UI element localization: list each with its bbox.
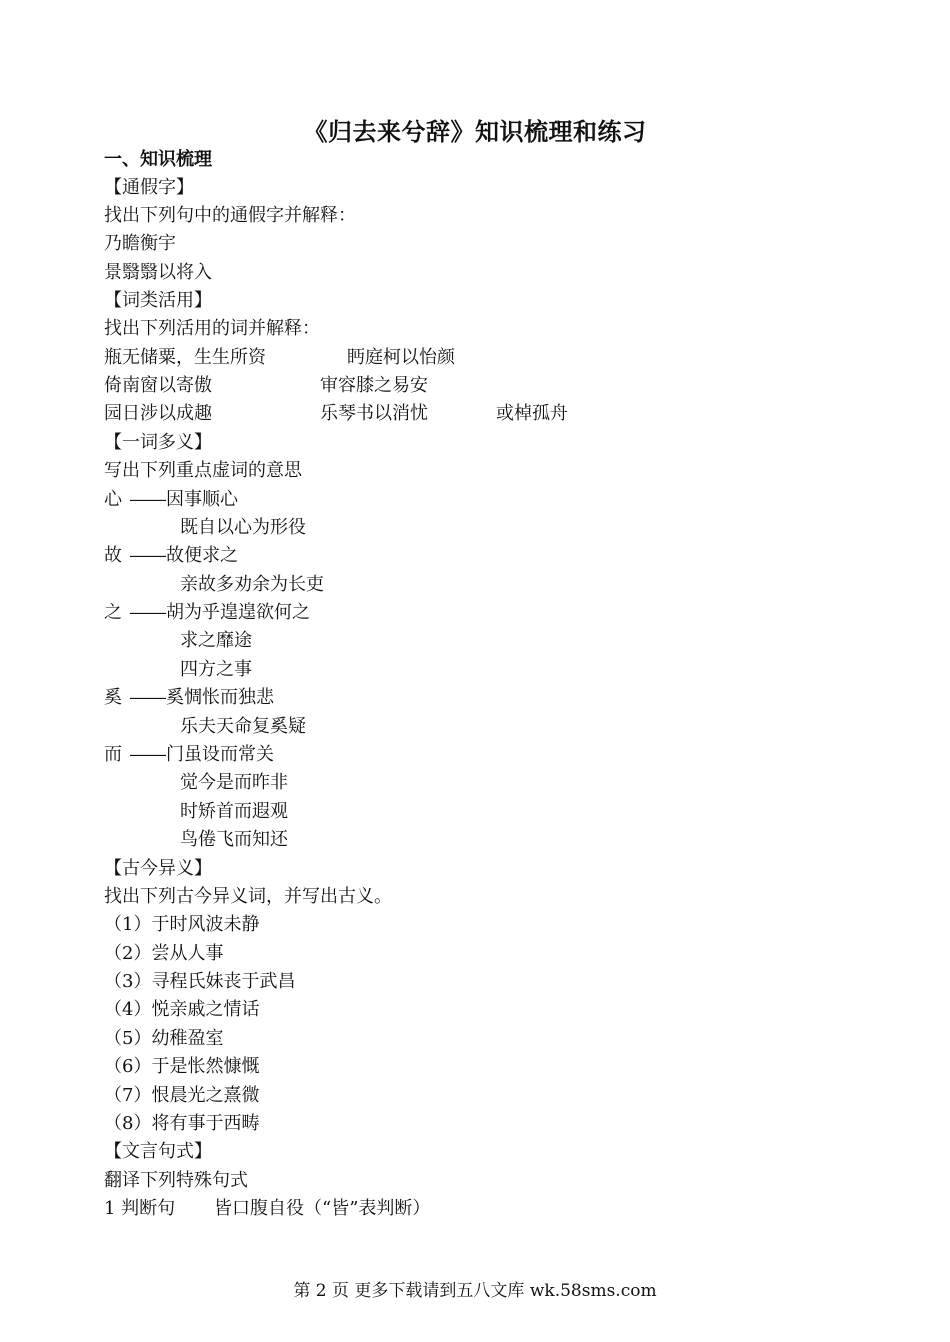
- yiduo-header: 【一词多义】: [104, 432, 212, 453]
- cilei-row: [104, 372, 804, 400]
- cilei-header: 【词类活用】: [104, 290, 212, 311]
- cilei-cell: 或棹孤舟: [496, 403, 568, 424]
- yiduo-item: 四方之事: [180, 659, 252, 680]
- yiduo-item: ――胡为乎遑遑欲何之: [130, 602, 310, 623]
- gujin-item: （6）于是怅然慷慨: [104, 1056, 260, 1077]
- yiduo-item: 觉今是而昨非: [180, 772, 288, 793]
- cilei-cell: 园日涉以成趣: [104, 403, 212, 424]
- gujin-item: （5）幼稚盈室: [104, 1028, 224, 1049]
- tongjia-item: 景翳翳以将入: [104, 262, 212, 283]
- cilei-row: [104, 400, 804, 428]
- gujin-item: （4）悦亲戚之情话: [104, 999, 260, 1020]
- yiduo-item: ――故便求之: [130, 545, 238, 566]
- cilei-row: [104, 344, 804, 372]
- yiduo-item: 求之靡途: [180, 630, 252, 651]
- gujin-item: （1）于时风波未静: [104, 914, 260, 935]
- yiduo-item: 鸟倦飞而知还: [180, 829, 288, 850]
- cilei-cell: 乐琴书以消忧: [320, 403, 428, 424]
- yiduo-item: 既自以心为形役: [180, 517, 306, 538]
- cilei-cell: 瓶无储粟，生生所资: [104, 347, 266, 368]
- section-heading: 一、知识梳理: [104, 149, 212, 170]
- wenyan-header: 【文言句式】: [104, 1141, 212, 1162]
- yiduo-word: 而: [104, 744, 122, 765]
- yiduo-word: 奚: [104, 687, 122, 708]
- yiduo-item: ――奚惆怅而独悲: [130, 687, 274, 708]
- page-title: 《归去来兮辞》知识梳理和练习: [303, 117, 647, 146]
- gujin-header: 【古今异义】: [104, 858, 212, 879]
- yiduo-item: ――因事顺心: [130, 489, 238, 510]
- wenyan-item-text: 皆口腹自役（“皆”表判断）: [214, 1198, 431, 1219]
- wenyan-instruction: 翻译下列特殊句式: [104, 1170, 248, 1191]
- cilei-cell: 倚南窗以寄傲: [104, 375, 212, 396]
- gujin-item: （7）恨晨光之熹微: [104, 1085, 260, 1106]
- page-footer: 第 2 页 更多下载请到五八文库 wk.58sms.com: [293, 1281, 657, 1301]
- yiduo-word: 之: [104, 602, 122, 623]
- yiduo-word: 故: [104, 545, 122, 566]
- yiduo-item: 乐夫天命复奚疑: [180, 716, 306, 737]
- yiduo-item: 时矫首而遐观: [180, 801, 288, 822]
- gujin-instruction: 找出下列古今异义词，并写出古义。: [104, 886, 392, 907]
- wenyan-item-label: 1 判断句: [104, 1198, 176, 1219]
- tongjia-instruction: 找出下列句中的通假字并解释：: [104, 205, 356, 226]
- gujin-item: （8）将有事于西畴: [104, 1113, 260, 1134]
- cilei-instruction: 找出下列活用的词并解释：: [104, 318, 320, 339]
- cilei-cell: 眄庭柯以怡颜: [347, 347, 455, 368]
- tongjia-header: 【通假字】: [104, 177, 194, 198]
- yiduo-item: ――门虽设而常关: [130, 744, 274, 765]
- gujin-item: （3）寻程氏妹丧于武昌: [104, 971, 296, 992]
- yiduo-word: 心: [104, 489, 122, 510]
- gujin-item: （2）尝从人事: [104, 943, 224, 964]
- yiduo-instruction: 写出下列重点虚词的意思: [104, 460, 302, 481]
- yiduo-item: 亲故多劝余为长吏: [180, 574, 324, 595]
- tongjia-item: 乃瞻衡宇: [104, 233, 176, 254]
- cilei-cell: 审容膝之易安: [320, 375, 428, 396]
